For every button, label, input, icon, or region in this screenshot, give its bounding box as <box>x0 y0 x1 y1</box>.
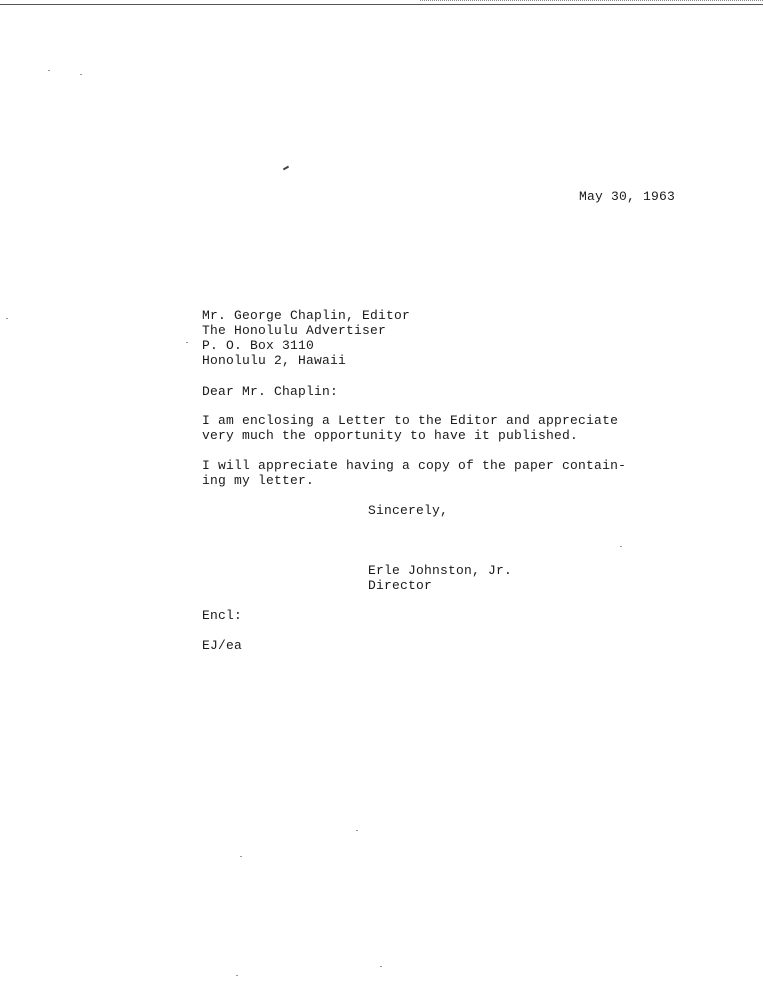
recipient-po-box: P. O. Box 3110 <box>202 338 315 353</box>
recipient-city: Honolulu 2, Hawaii <box>202 353 347 368</box>
signer-title: Director <box>368 578 433 593</box>
paragraph-1-line-1: I am enclosing a Letter to the Editor and appreciate <box>202 413 619 428</box>
scan-speck <box>186 342 188 343</box>
scan-speck <box>236 975 238 976</box>
scan-speck <box>48 70 50 71</box>
scan-speck <box>620 546 622 547</box>
closing: Sincerely, <box>368 503 449 518</box>
torn-top-edge <box>420 0 763 4</box>
recipient-name: Mr. George Chaplin, Editor <box>202 308 411 323</box>
scan-speck <box>380 966 382 967</box>
scan-speck <box>356 830 358 831</box>
paragraph-2-line-2: ing my letter. <box>202 473 315 488</box>
recipient-organization: The Honolulu Advertiser <box>202 323 387 338</box>
signer-name: Erle Johnston, Jr. <box>368 563 513 578</box>
reference-initials: EJ/ea <box>202 638 243 653</box>
stray-mark <box>283 166 289 171</box>
paragraph-2-line-1: I will appreciate having a copy of the paper contain- <box>202 458 627 473</box>
scan-speck <box>6 318 8 319</box>
enclosure-note: Encl: <box>202 608 243 623</box>
scan-speck <box>80 74 82 75</box>
top-border <box>0 4 763 5</box>
paragraph-1-line-2: very much the opportunity to have it published. <box>202 428 579 443</box>
salutation: Dear Mr. Chaplin: <box>202 384 339 399</box>
letter-date: May 30, 1963 <box>579 189 676 204</box>
scan-speck <box>240 856 242 857</box>
